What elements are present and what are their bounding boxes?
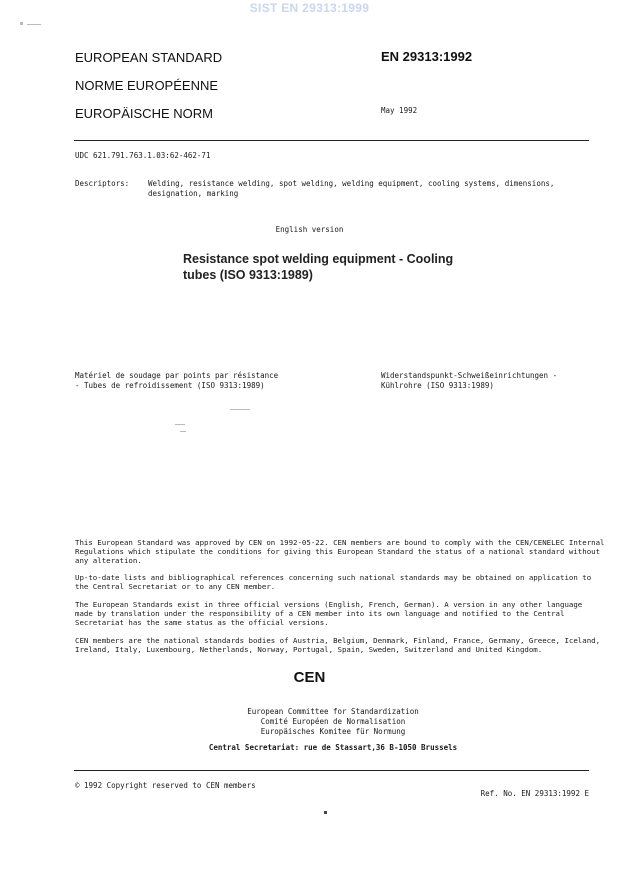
paragraph-2-line-2: the Central Secretariat or to any CEN member. bbox=[75, 582, 276, 591]
descriptors-label: Descriptors: bbox=[75, 179, 130, 188]
title-line-2: tubes (ISO 9313:1989) bbox=[183, 268, 313, 282]
german-title-line-2: Kühlrohre (ISO 9313:1989) bbox=[381, 381, 494, 390]
paragraph-1-line-1: This European Standard was approved by CEN on 1992-05-22. CEN members are bound to comply with the CEN/CENELEC Internal bbox=[75, 538, 605, 547]
scan-speck bbox=[324, 811, 327, 814]
header-line-en: EUROPEAN STANDARD bbox=[75, 50, 223, 65]
cen-logo: CEN bbox=[293, 669, 326, 686]
scan-speck bbox=[27, 24, 41, 25]
german-title-line-1: Widerstandspunkt-Schweißeinrichtungen - bbox=[381, 371, 558, 380]
publication-date: May 1992 bbox=[381, 106, 418, 115]
paragraph-3-line-3: Secretariat has the same status as the official versions. bbox=[75, 618, 329, 627]
version-note: English version bbox=[275, 225, 344, 234]
watermark: SIST EN 29313:1999 bbox=[249, 1, 370, 15]
paragraph-3-line-2: made by translation under the responsibility of a CEN member into its own language and notified to the Central bbox=[75, 609, 565, 618]
paragraph-3-line-1: The European Standards exist in three official versions (English, French, German). A version in any other language bbox=[75, 600, 583, 609]
paragraph-2-line-1: Up-to-date lists and bibliographical references concerning such national standards may be obtained on application to bbox=[75, 573, 592, 582]
descriptors-line-1: Welding, resistance welding, spot welding, welding equipment, cooling systems, dimensions, bbox=[148, 179, 555, 188]
scan-speck bbox=[175, 424, 185, 425]
paragraph-4-line-2: Ireland, Italy, Luxembourg, Netherlands, Norway, Portugal, Spain, Sweden, Switzerland and United Kingdom. bbox=[75, 645, 543, 654]
scan-speck bbox=[230, 409, 250, 410]
paragraph-1-line-2: Regulations which stipulate the conditions for giving this European Standard the status of a national standard without bbox=[75, 547, 601, 556]
paragraph-4-line-1: CEN members are the national standards bodies of Austria, Belgium, Denmark, Finland, France, Germany, Greece, Iceland, bbox=[75, 636, 601, 645]
french-title-line-2: - Tubes de refroidissement (ISO 9313:1989) bbox=[75, 381, 265, 390]
cen-name-english: European Committee for Standardization bbox=[247, 707, 419, 716]
cen-name-french: Comité Européen de Normalisation bbox=[260, 717, 406, 726]
french-title-line-1: Matériel de soudage par points par résistance bbox=[75, 371, 279, 380]
central-secretariat-address: Central Secretariat: rue de Stassart,36 B-1050 Brussels bbox=[208, 743, 458, 752]
footer-rule bbox=[74, 770, 589, 771]
scan-speck bbox=[20, 22, 23, 25]
cen-name-german: Europäisches Komitee für Normung bbox=[260, 727, 406, 736]
standard-number: EN 29313:1992 bbox=[381, 49, 473, 64]
copyright-notice: © 1992 Copyright reserved to CEN members bbox=[75, 781, 256, 790]
scan-speck bbox=[180, 431, 186, 432]
header-line-fr: NORME EUROPÉENNE bbox=[75, 78, 219, 93]
header-line-de: EUROPÄISCHE NORM bbox=[75, 106, 213, 121]
title-line-1: Resistance spot welding equipment - Cooling bbox=[183, 252, 454, 266]
descriptors-line-2: designation, marking bbox=[148, 189, 239, 198]
header-rule bbox=[74, 140, 589, 141]
paragraph-1-line-3: any alteration. bbox=[75, 556, 142, 565]
udc-code: UDC 621.791.763.1.03:62-462-71 bbox=[75, 151, 211, 160]
reference-number: Ref. No. EN 29313:1992 E bbox=[480, 789, 589, 798]
